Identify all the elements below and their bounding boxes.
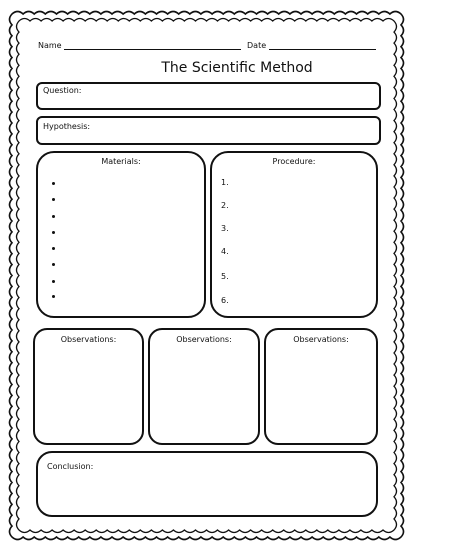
question-label: Question: <box>43 86 82 95</box>
procedure-label: Procedure: <box>272 157 316 166</box>
materials-bullet <box>52 295 55 298</box>
observations-box-2[interactable] <box>148 328 260 445</box>
materials-box[interactable] <box>36 151 206 318</box>
materials-bullet <box>52 231 55 234</box>
name-label: Name <box>38 41 62 50</box>
procedure-box[interactable] <box>210 151 378 318</box>
procedure-step: 6. <box>221 296 229 305</box>
hypothesis-box[interactable] <box>36 116 381 145</box>
procedure-step: 3. <box>221 224 229 233</box>
date-label: Date <box>247 41 267 50</box>
date-line[interactable] <box>269 49 376 50</box>
hypothesis-label: Hypothesis: <box>43 122 91 131</box>
procedure-step: 2. <box>221 201 229 210</box>
materials-bullet <box>52 215 55 218</box>
procedure-step: 1. <box>221 178 229 187</box>
materials-bullet <box>52 198 55 201</box>
procedure-step: 4. <box>221 247 229 256</box>
conclusion-label: Conclusion: <box>47 462 94 471</box>
observations-label: Observations: <box>293 335 349 344</box>
observations-box-1[interactable] <box>33 328 144 445</box>
procedure-step: 5. <box>221 272 229 281</box>
name-line[interactable] <box>64 49 241 50</box>
materials-bullet <box>52 247 55 250</box>
observations-box-3[interactable] <box>264 328 378 445</box>
question-box[interactable] <box>36 82 381 110</box>
conclusion-box[interactable] <box>36 451 378 517</box>
materials-bullet <box>52 280 55 283</box>
materials-label: Materials: <box>101 157 141 166</box>
materials-bullet <box>52 263 55 266</box>
observations-label: Observations: <box>176 335 232 344</box>
observations-label: Observations: <box>60 335 117 344</box>
page-title: The Scientific Method <box>161 60 313 76</box>
materials-bullet <box>52 182 55 185</box>
